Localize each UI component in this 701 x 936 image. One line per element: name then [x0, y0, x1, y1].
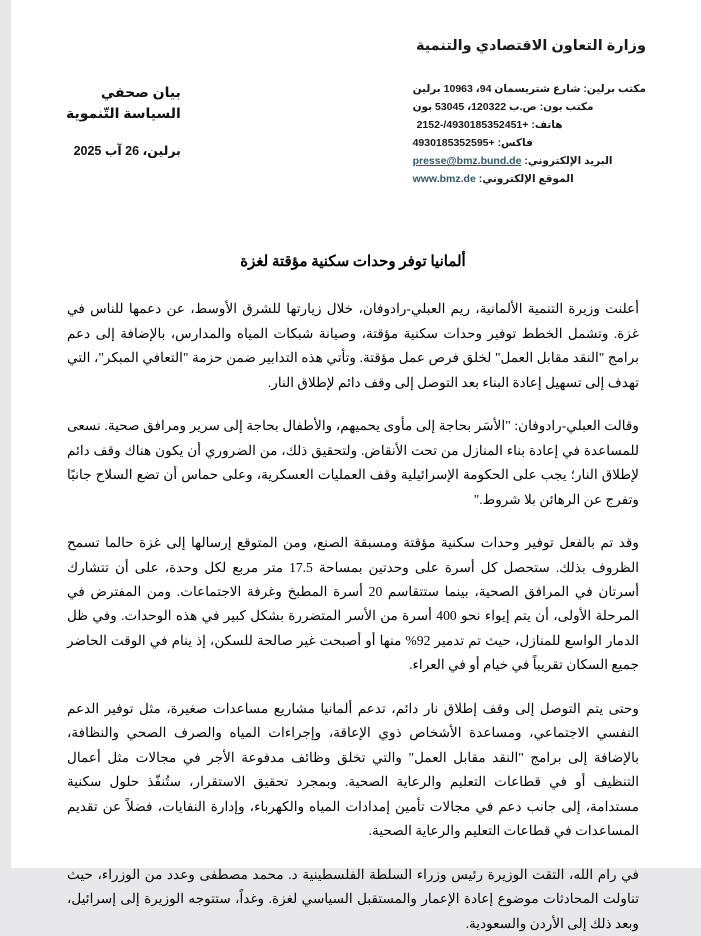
- article-paragraph: وقالت العبلي-رادوفان: "الأسَر بحاجة إلى مأوى يحميهم، والأطفال بحاجة إلى سرير ومرافق صحية. نسعى للمساعدة في إعادة بناء المنازل من تحت الأنقاض. ولتحقيق ذلك، من الضروري أن يكون هناك وقف دائم لإطلاق النار؛ يجب على الحكومة الإسرائيلية وقف العمليات العسكرية، وعلى حماس أن تضع السلاح جانبًا وتفرج عن الرهائن بلا شروط.": [67, 418, 639, 507]
- email-link[interactable]: presse@bmz.bund.de: [412, 155, 522, 168]
- fax-label: فاكس:: [497, 137, 533, 150]
- contact-berlin-office: [413, 80, 646, 98]
- masthead: [11, 0, 701, 188]
- release-kind-label: بيان صحفي: [100, 84, 181, 100]
- contact-block: [413, 80, 646, 188]
- email-label: البريد الإلكتروني:: [524, 155, 613, 168]
- release-date: برلين، 26 آب 2025: [73, 144, 181, 158]
- ministry-name: وزارة التعاون الاقتصادي والتنمية: [415, 38, 646, 54]
- bonn-office-value: ص.ب 120322، 53045 بون: [412, 101, 537, 114]
- website-link[interactable]: www.bmz.de: [412, 173, 476, 186]
- contact-bonn-office: [413, 98, 646, 116]
- article-body: [11, 252, 701, 936]
- contact-phone: [413, 116, 646, 134]
- contact-website: [413, 170, 646, 188]
- header-info-row: [66, 80, 646, 188]
- website-label: الموقع الإلكتروني:: [478, 173, 574, 186]
- article-paragraph: أعلنت وزيرة التنمية الألمانية، ريم العبلي-رادوفان، خلال زيارتها للشرق الأوسط، عن دعمها للناس في غزة. وتشمل الخطط توفير وحدات سكنية مؤقتة، وصيانة شبكات المياه والمدارس، بالإضافة إلى دعم برامج "النقد مقابل العمل" لخلق فرص عمل مؤقتة. وتأتي هذه التدابير ضمن حزمة "التعافي المبكر"، التي تهدف إلى تسهيل إعادة البناء بعد التوصل إلى وقف دائم لإطلاق النار.: [67, 301, 639, 390]
- contact-fax: [413, 134, 646, 152]
- berlin-office-value: شارع شتريسمان 94، 10963 برلين: [412, 83, 581, 95]
- phone-value: +4930185352451/-2152: [416, 119, 529, 132]
- release-title-block: [66, 80, 181, 158]
- article-headline: ألمانيا توفر وحدات سكنية مؤقتة لغزة: [240, 254, 466, 271]
- contact-email: [413, 152, 646, 170]
- phone-label: هاتف:: [531, 119, 563, 132]
- article-paragraph: في رام الله، التقت الوزيرة رئيس وزراء السلطة الفلسطينية د. محمد مصطفى وعدد من الوزراء، حيث تناولت المحادثات موضوع إعادة الإعمار والمستقبل السياسي لغزة. وغداً، ستتوجه الوزيرة إلى إسرائيل، وبعد ذلك إلى الأردن والسعودية.: [67, 866, 639, 931]
- article-paragraph: وحتى يتم التوصل إلى وقف إطلاق نار دائم، تدعم ألمانيا مشاريع مساعدات صغيرة، مثل توفير الدعم النفسي الاجتماعي، ومساعدة الأشخاص ذوي الإعاقة، وإجراءات المياه والصرف الصحي والنظافة، بالإضافة إلى برامج "النقد مقابل العمل" والتي تخلق وظائف مدفوعة الأجر في مجالات مثل أعمال التنظيف أو في قطاعات التعليم والرعاية الصحية. وبمجرد تحقيق الاستقرار، ستُنفّذ حلول سكنية مستدامة، إلى جانب دعم في مجالات تأمين إمدادات المياه والكهرباء، وإدارة النفايات، فضلاً عن تقديم المساعدات في قطاعات التعليم والرعاية الصحية.: [67, 700, 639, 839]
- article-paragraph: وقد تم بالفعل توفير وحدات سكنية مؤقتة ومسبقة الصنع، ومن المتوقع إرسالها إلى غزة حالما تسمح الظروف بذلك. ستحصل كل أسرة على وحدتين بمساحة 17.5 متر مربع لكل وحدة، على أن تتشارك أسرتان في المرافق الصحية، بينما ستتقاسم 20 أسرة المطبخ وغرفة الاجتماعات. ومن المفترض في المرحلة الأولى، أن يتم إيواء نحو 400 أسرة من الأسر المتضررة بشكل كبير في هذه الوحدات. وفي ظل الدمار الواسع للمنازل، حيث تم تدمير 92% منها أو أصبحت غير صالحة للسكن، إذ ينام في الوقت الحاضر جميع السكان تقريباً في خيام أو في العراء.: [67, 535, 640, 673]
- berlin-office-label: مكتب برلين:: [583, 83, 646, 95]
- press-release-page: [11, 0, 701, 931]
- fax-value: +4930185352595: [412, 137, 495, 150]
- release-topic-label: السياسة التّنموية: [66, 105, 181, 121]
- bonn-office-label: مكتب بون:: [539, 101, 594, 114]
